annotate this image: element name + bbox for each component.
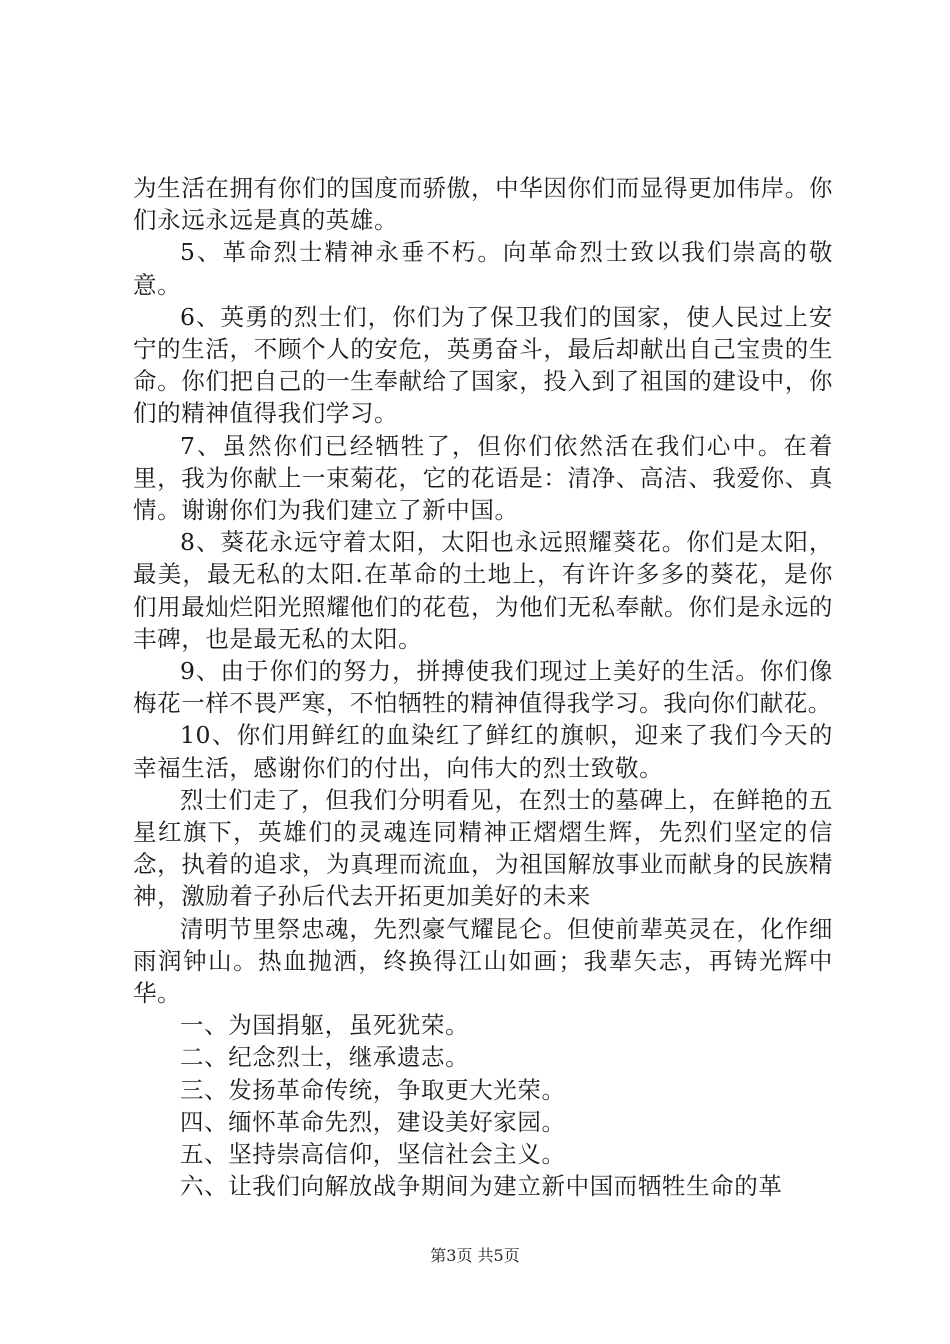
paragraph-item-10: 10、你们用鲜红的血染红了鲜红的旗帜，迎来了我们今天的幸福生活，感谢你们的付出，向伟大的烈士致敬。 bbox=[133, 721, 833, 782]
paragraph-item-5: 5、革命烈士精神永垂不朽。向革命烈士致以我们崇高的敬意。 bbox=[133, 238, 833, 299]
slogan-item-3: 三、发扬革命传统，争取更大光荣。 bbox=[180, 1075, 566, 1104]
slogan-item-5: 五、坚持崇高信仰，坚信社会主义。 bbox=[180, 1140, 566, 1169]
slogan-item-4: 四、缅怀革命先烈，建设美好家园。 bbox=[180, 1107, 566, 1136]
paragraph-martyrs: 烈士们走了，但我们分明看见，在烈士的墓碑上，在鲜艳的五星红旗下，英雄们的灵魂连同精神正熠熠生辉，先烈们坚定的信念，执着的追求，为真理而流血，为祖国解放事业而献身的民族精神，激励着子孙后代去开拓更加美好的未来 bbox=[133, 785, 833, 911]
paragraph-continuation: 为生活在拥有你们的国度而骄傲，中华因你们而显得更加伟岸。你们永远永远是真的英雄。 bbox=[133, 174, 833, 235]
paragraph-item-8: 8、葵花永远守着太阳，太阳也永远照耀葵花。你们是太阳，最美，最无私的太阳.在革命的土地上，有许许多多的葵花，是你们用最灿烂阳光照耀他们的花苞，为他们无私奉献。你们是永远的丰碑，也是最无私的太阳。 bbox=[133, 528, 833, 653]
paragraph-item-9: 9、由于你们的努力，拼搏使我们现过上美好的生活。你们像梅花一样不畏严寒，不怕牺牲的精神值得我学习。我向你们献花。 bbox=[133, 657, 833, 718]
slogan-item-6: 六、让我们向解放战争期间为建立新中国而牺牲生命的革 bbox=[180, 1172, 783, 1201]
paragraph-qingming-poem: 清明节里祭忠魂，先烈豪气耀昆仑。但使前辈英灵在，化作细雨润钟山。热血抛洒，终换得江山如画；我辈矢志，再铸光辉中华。 bbox=[133, 914, 833, 1008]
page-number-footer: 第3页 共5页 bbox=[430, 1246, 520, 1265]
slogan-item-1: 一、为国捐躯，虽死犹荣。 bbox=[180, 1011, 470, 1040]
paragraph-item-7: 7、虽然你们已经牺牲了，但你们依然活在我们心中。在着里，我为你献上一束菊花，它的花语是：清净、高洁、我爱你、真情。谢谢你们为我们建立了新中国。 bbox=[133, 431, 833, 525]
paragraph-item-6: 6、英勇的烈士们，你们为了保卫我们的国家，使人民过上安宁的生活，不顾个人的安危，英勇奋斗，最后却献出自己宝贵的生命。你们把自己的一生奉献给了国家，投入到了祖国的建设中，你们的精神值得我们学习。 bbox=[133, 302, 833, 428]
slogan-item-2: 二、纪念烈士，继承遗志。 bbox=[180, 1043, 470, 1072]
document-body bbox=[133, 172, 833, 1203]
